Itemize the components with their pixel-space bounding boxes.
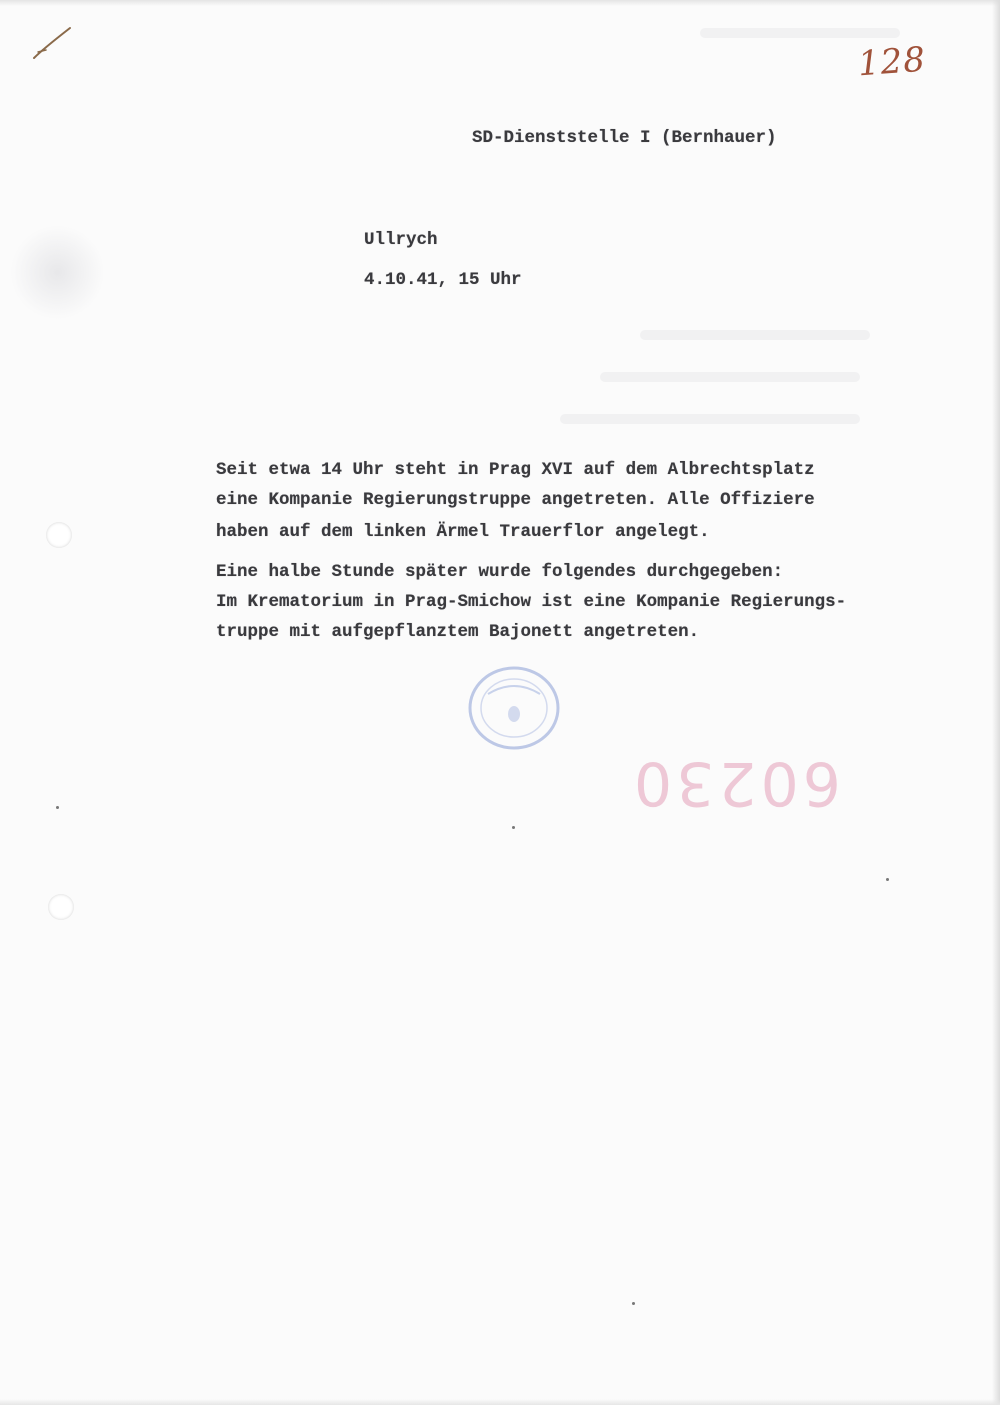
bleed-through-text — [560, 414, 860, 424]
document-datetime: 4.10.41, 15 Uhr — [364, 270, 522, 290]
document-header: SD-Dienststelle I (Bernhauer) — [472, 128, 777, 148]
bleed-through-text — [700, 28, 900, 38]
paragraph-line: Im Krematorium in Prag-Smichow ist eine Kompanie Regierungs- — [216, 592, 847, 612]
paper-edge-bottom — [0, 1399, 1000, 1405]
punch-hole — [46, 522, 72, 548]
bleed-through-text — [640, 330, 870, 340]
paragraph-line: Seit etwa 14 Uhr steht in Prag XVI auf dem Albrechtsplatz — [216, 460, 815, 480]
paragraph-line: truppe mit aufgepflanztem Bajonett angetreten. — [216, 622, 700, 642]
paper-edge-right — [992, 0, 1000, 1405]
archive-number: 60230 — [630, 748, 841, 818]
paper-smudge — [10, 225, 105, 320]
document-author: Ullrych — [364, 230, 438, 250]
paper-speck — [632, 1302, 635, 1305]
punch-hole — [48, 894, 74, 920]
paragraph-line: Eine halbe Stunde später wurde folgendes durchgegeben: — [216, 562, 784, 582]
paper-speck — [56, 806, 59, 809]
paper-speck — [512, 826, 515, 829]
bleed-through-text — [600, 372, 860, 382]
archive-stamp — [466, 664, 562, 752]
paragraph-line: eine Kompanie Regierungstruppe angetreten. Alle Offiziere — [216, 490, 815, 510]
paper-speck — [886, 878, 889, 881]
paper-edge-top — [0, 0, 1000, 6]
corner-pencil-mark — [28, 22, 78, 62]
handwritten-page-number: 128 — [856, 39, 928, 85]
paragraph-line: haben auf dem linken Ärmel Trauerflor angelegt. — [216, 522, 710, 542]
